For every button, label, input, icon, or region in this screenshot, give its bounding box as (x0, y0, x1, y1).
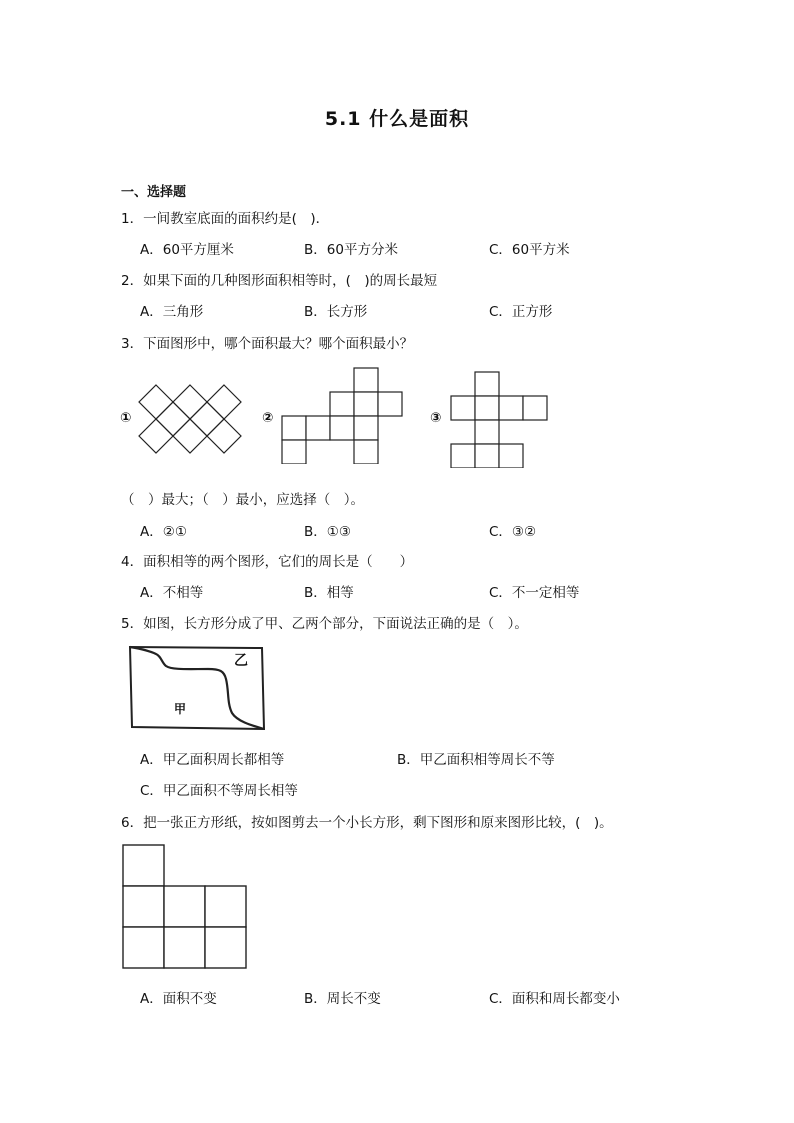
figure-label-3: ③ (430, 410, 442, 426)
q2-option-b[interactable]: B．长方形 (304, 304, 368, 320)
q3-blank-line: （ ）最大；（ ）最小，应选择（ ）。 (121, 492, 364, 508)
q6-option-a[interactable]: A．面积不变 (140, 991, 217, 1007)
figure-label-yi: 乙 (234, 653, 248, 669)
figure-3-grid (450, 371, 548, 468)
question-5-text: 5．如图，长方形分成了甲、乙两个部分，下面说法正确的是（ ）。 (121, 616, 528, 632)
q1-option-c[interactable]: C．60平方米 (489, 242, 570, 258)
q1-option-b[interactable]: B．60平方分米 (304, 242, 398, 258)
q1-option-a[interactable]: A．60平方厘米 (140, 242, 234, 258)
q3-option-b[interactable]: B．①③ (304, 524, 351, 540)
q6-option-c[interactable]: C．面积和周长都变小 (489, 991, 620, 1007)
figure-label-jia: 甲 (174, 702, 187, 716)
q4-option-b[interactable]: B．相等 (304, 585, 354, 601)
figure-1-diamonds (138, 384, 244, 454)
q2-option-a[interactable]: A．三角形 (140, 304, 204, 320)
q2-option-c[interactable]: C．正方形 (489, 304, 553, 320)
figure-label-2: ② (262, 410, 274, 426)
figure-label-1: ① (120, 410, 132, 426)
figure-2-grid (281, 367, 403, 464)
q5-option-c[interactable]: C．甲乙面积不等周长相等 (140, 783, 298, 799)
question-4-text: 4．面积相等的两个图形，它们的周长是（ ） (121, 554, 414, 570)
question-1-text: 1．一间教室底面的面积约是( )． (121, 211, 330, 227)
question-2-text: 2．如果下面的几种图形面积相等时，( )的周长最短 (121, 273, 438, 289)
page-title: 5.1 什么是面积 (324, 108, 470, 130)
question-6-text: 6．把一张正方形纸，按如图剪去一个小长方形，剩下图形和原来图形比较，( )。 (121, 815, 613, 831)
q4-option-a[interactable]: A．不相等 (140, 585, 204, 601)
q3-option-c[interactable]: C．③② (489, 524, 537, 540)
q3-option-a[interactable]: A．②① (140, 524, 187, 540)
q6-option-b[interactable]: B．周长不变 (304, 991, 381, 1007)
figure-cut-square (121, 843, 249, 970)
question-3-text: 3．下面图形中，哪个面积最大？哪个面积最小？ (121, 336, 414, 352)
q5-option-a[interactable]: A．甲乙面积周长都相等 (140, 752, 285, 768)
section-heading: 一、选择题 (121, 185, 187, 200)
q5-option-b[interactable]: B．甲乙面积相等周长不等 (397, 752, 555, 768)
q4-option-c[interactable]: C．不一定相等 (489, 585, 580, 601)
